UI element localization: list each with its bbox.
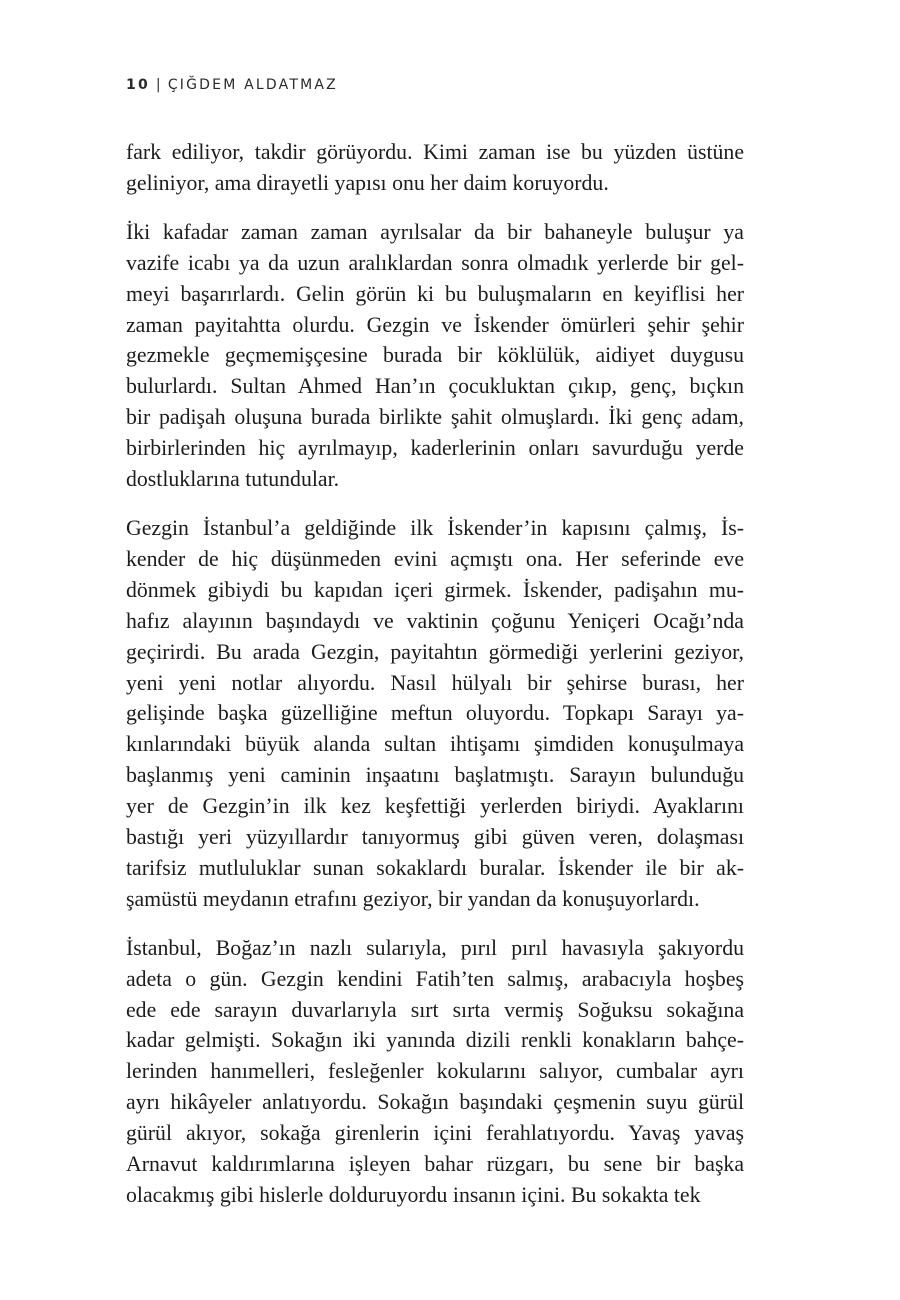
text-line: gezmekle geçmemişçesine burada bir köklülük, aidiyet duygusu <box>126 343 744 368</box>
text-line: şamüstü meydanın etrafını geziyor, bir yandan da konuşuyorlardı. <box>126 886 700 911</box>
text-line: bastığı yeri yüzyıllardır tanıyormuş gibi güven veren, dolaşması <box>126 825 744 850</box>
text-line: bir padişah oluşuna burada birlikte şahit olmuşlardı. İki genç adam, <box>126 405 744 430</box>
text-line: başlanmış yeni caminin inşaatını başlatmıştı. Sarayın bulunduğu <box>126 763 744 788</box>
text-line: Gezgin İstanbul’a geldiğinde ilk İskender’in kapısını çalmış, İs- <box>126 515 744 540</box>
paragraph <box>126 933 744 1211</box>
text-line: adeta o gün. Gezgin kendini Fatih’ten salmış, arabacıyla hoşbeş <box>126 966 744 991</box>
text-line: Arnavut kaldırımlarına işleyen bahar rüzgarı, bu sene bir başka <box>126 1152 744 1177</box>
text-line: ayrı hikâyeler anlatıyordu. Sokağın başındaki çeşmenin suyu gürül <box>126 1090 744 1115</box>
text-line: lerinden hanımelleri, fesleğenler kokularını salıyor, cumbalar ayrı <box>126 1059 744 1084</box>
text-line: kadar gelmişti. Sokağın iki yanında dizili renkli konakların bahçe- <box>126 1028 744 1053</box>
text-line: ede ede sarayın duvarlarıyla sırt sırta vermiş Soğuksu sokağına <box>126 997 744 1022</box>
text-line: olacakmış gibi hislerle dolduruyordu insanın içini. Bu sokakta tek <box>126 1183 701 1207</box>
text-line: tarifsiz mutluluklar sunan sokaklardı buralar. İskender ile bir ak- <box>126 855 744 880</box>
text-line: gelişinde başka güzelliğine meftun oluyordu. Topkapı Sarayı ya- <box>126 701 744 726</box>
paragraph <box>126 217 744 495</box>
paragraph <box>126 137 744 199</box>
paragraph <box>126 513 744 915</box>
text-line: yeni yeni notlar alıyordu. Nasıl hülyalı bir şehirse burası, her <box>126 670 744 695</box>
running-header <box>126 77 338 93</box>
text-line: geliniyor, ama dirayetli yapısı onu her daim koruyordu. <box>126 170 609 195</box>
author-name: ÇIĞDEM ALDATMAZ <box>167 77 338 93</box>
text-line: vazife icabı ya da uzun aralıklardan sonra olmadık yerlerde bir gel- <box>126 250 744 275</box>
text-line: hafız alayının başındaydı ve vaktinin çoğunu Yeniçeri Ocağı’nda <box>126 608 744 633</box>
text-line: kınlarındaki büyük alanda sultan ihtişamı şimdiden konuşulmaya <box>126 732 744 757</box>
page-number: 10 <box>126 77 150 93</box>
text-line: geçirirdi. Bu arada Gezgin, payitahtın görmediği yerlerini geziyor, <box>126 639 744 664</box>
header-separator: | <box>155 77 163 93</box>
text-line: bulurlardı. Sultan Ahmed Han’ın çocukluktan çıkıp, genç, bıçkın <box>126 374 744 399</box>
text-line: İstanbul, Boğaz’ın nazlı sularıyla, pırıl pırıl havasıyla şakıyordu <box>126 935 744 960</box>
text-line: meyi başarırlardı. Gelin görün ki bu buluşmaların en keyiflisi her <box>126 281 744 306</box>
text-line: yer de Gezgin’in ilk kez keşfettiği yerlerden biriydi. Ayaklarını <box>126 794 744 819</box>
text-line: gürül akıyor, sokağa girenlerin içini ferahlatıyordu. Yavaş yavaş <box>126 1121 744 1146</box>
text-line: birbirlerinden hiç ayrılmayıp, kaderlerinin onları savurduğu yerde <box>126 436 744 461</box>
text-line: dönmek gibiydi bu kapıdan içeri girmek. İskender, padişahın mu- <box>126 577 744 602</box>
text-line: dostluklarına tutundular. <box>126 467 340 492</box>
text-line: zaman payitahtta olurdu. Gezgin ve İskender ömürleri şehir şehir <box>126 312 744 337</box>
body-text <box>126 137 744 1229</box>
text-line: kender de hiç düşünmeden evini açmıştı ona. Her seferinde eve <box>126 546 744 571</box>
text-line: İki kafadar zaman zaman ayrılsalar da bir bahaneyle buluşur ya <box>126 219 744 244</box>
text-line: fark ediliyor, takdir görüyordu. Kimi zaman ise bu yüzden üstüne <box>126 140 744 164</box>
